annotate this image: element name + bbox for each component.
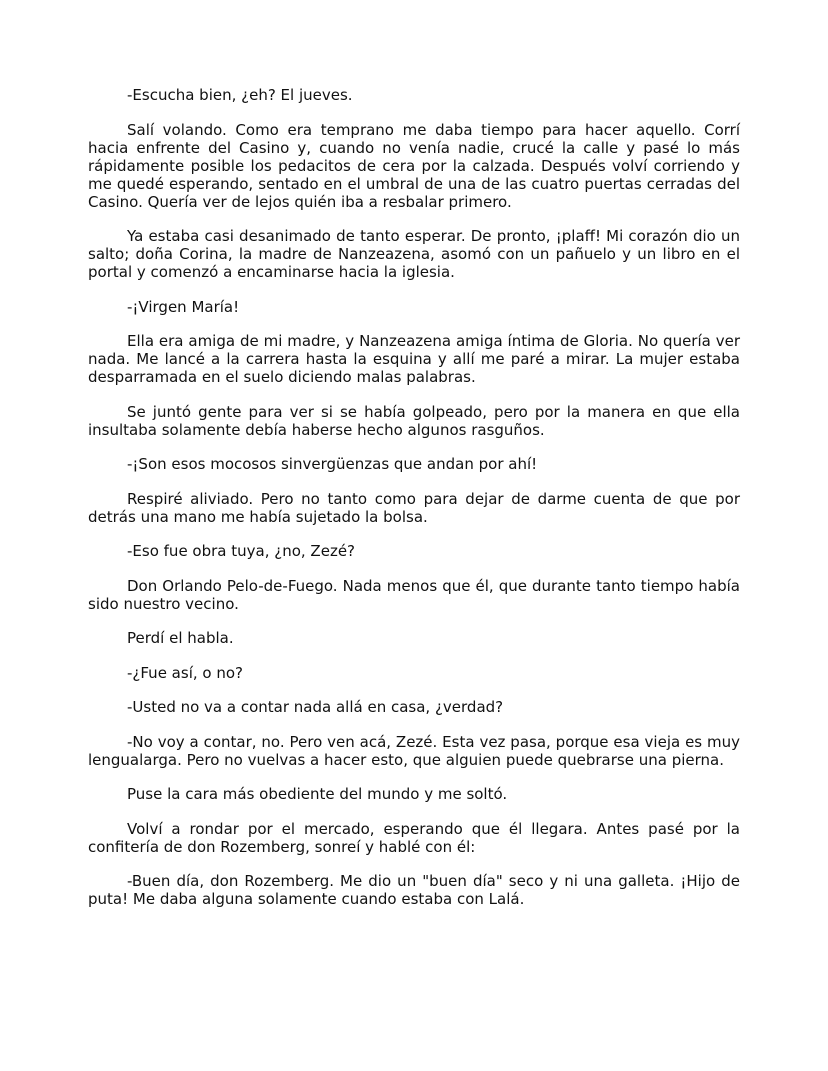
paragraph-17: -Buen día, don Rozemberg. Me dio un "buen día" seco y ni una galleta. ¡Hijo de puta! Me daba alguna solamente cuando estaba con Lalá. — [88, 872, 740, 908]
paragraph-16: Volví a rondar por el mercado, esperando que él llegara. Antes pasé por la confitería de don Rozemberg, sonreí y hablé con él: — [88, 819, 740, 856]
paragraph-4: -¡Virgen María! — [127, 297, 240, 316]
paragraph-2: Salí volando. Como era temprano me daba tiempo para hacer aquello. Corrí hacia enfrente del Casino y, cuando no venía nadie, crucé la calle y pasé lo más rápidamente posible los pedacitos de cera por la calzada. Después volví corriendo y me quedé esperando, sentado en el umbral de una de las cuatro puertas cerradas del Casino. Quería ver de lejos quién iba a resbalar primero. — [88, 120, 740, 211]
paragraph-15: Puse la cara más obediente del mundo y me soltó. — [127, 785, 508, 803]
paragraph-3: Ya estaba casi desanimado de tanto esperar. De pronto, ¡plaff! Mi corazón dio un salto; doña Corina, la madre de Nanzeazena, asomó con un pañuelo y un libro en el portal y comenzó a encaminarse hacia la iglesia. — [88, 227, 740, 281]
paragraph-8: Respiré aliviado. Pero no tanto como para dejar de darme cuenta de que por detrás una mano me había sujetado la bolsa. — [88, 489, 740, 526]
paragraph-13: -Usted no va a contar nada allá en casa, ¿verdad? — [127, 698, 504, 716]
paragraph-12: -¿Fue así, o no? — [127, 663, 243, 682]
paragraph-11: Perdí el habla. — [127, 629, 234, 647]
paragraph-5: Ella era amiga de mi madre, y Nanzeazena amiga íntima de Gloria. No quería ver nada. Me lancé a la carrera hasta la esquina y allí me paré a mirar. La mujer estaba desparramada en el suelo diciendo malas palabras. — [88, 332, 740, 386]
paragraph-10: Don Orlando Pelo-de-Fuego. Nada menos que él, que durante tanto tiempo había sido nuestro vecino. — [88, 576, 740, 613]
paragraph-6: Se juntó gente para ver si se había golpeado, pero por la manera en que ella insultaba solamente debía haberse hecho algunos rasguños. — [88, 402, 740, 439]
paragraph-14: -No voy a contar, no. Pero ven acá, Zezé. Esta vez pasa, porque esa vieja es muy lengualarga. Pero no vuelvas a hacer esto, que alguien puede quebrarse una pierna. — [88, 732, 740, 769]
paragraph-7: -¡Son esos mocosos sinvergüenzas que andan por ahí! — [127, 455, 538, 473]
paragraph-1: -Escucha bien, ¿eh? El jueves. — [127, 86, 353, 104]
paragraph-9: -Eso fue obra tuya, ¿no, Zezé? — [127, 542, 356, 560]
